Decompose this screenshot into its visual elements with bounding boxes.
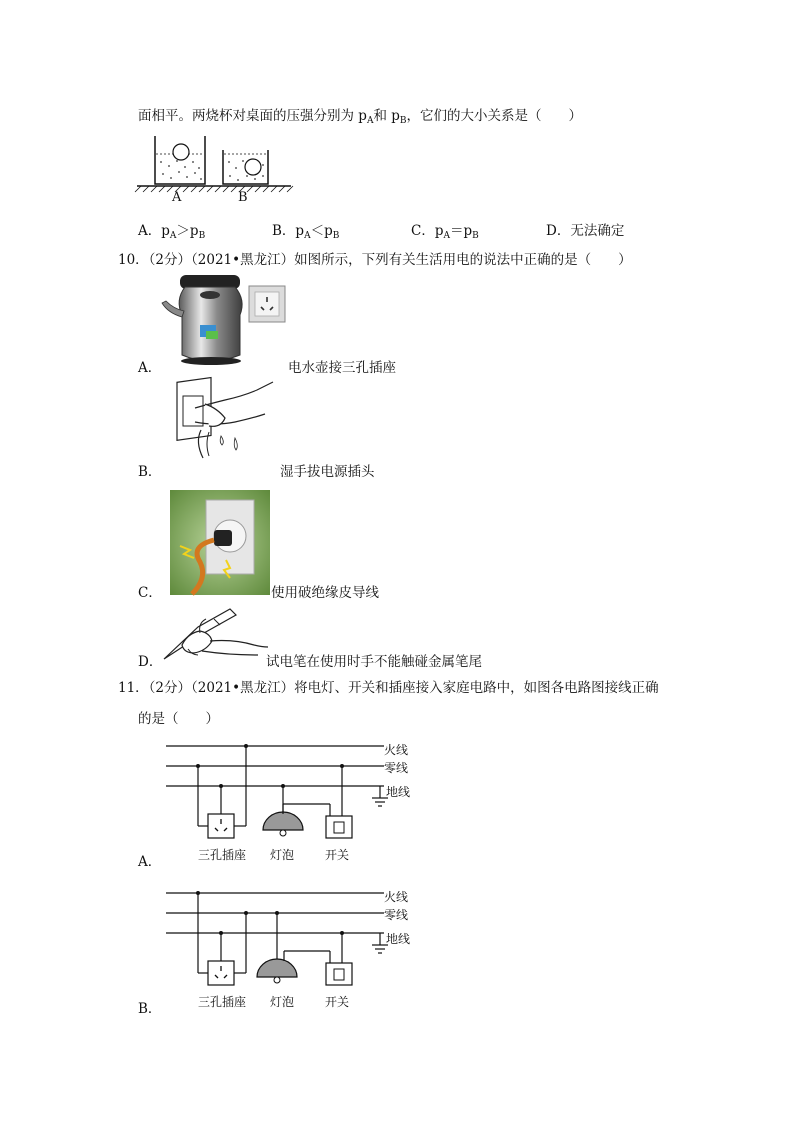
- beaker-label-b: B: [238, 190, 248, 205]
- q11-option-a[interactable]: A．: [138, 854, 162, 870]
- q10-option-d-letter[interactable]: D．: [138, 654, 163, 670]
- circuit-b-bulb-label: 灯泡: [270, 995, 295, 1009]
- beaker-label-a: A: [172, 190, 182, 205]
- q11-stem-line1: 11．（2分）（2021•黑龙江）将电灯、开关和插座接入家庭电路中，如图各电路图接线正确: [118, 680, 659, 696]
- q10-option-a-letter[interactable]: A．: [138, 360, 162, 376]
- circuit-diagram-a: [160, 738, 390, 840]
- q10-option-b-text: 湿手拔电源插头: [280, 464, 375, 480]
- circuit-a-neutral-label: 零线: [384, 761, 409, 775]
- q10-option-c-text: 使用破绝缘皮导线: [271, 585, 379, 601]
- circuit-b-neutral-label: 零线: [384, 908, 409, 922]
- q9-stem: 面相平。两烧杯对桌面的压强分别为 $p_A$和 $p_B$，它们的大小关系是（ ）: [138, 108, 582, 126]
- q10-option-b-letter[interactable]: B．: [138, 464, 162, 480]
- q9-option-c[interactable]: C．$p_A=p_B$: [411, 223, 479, 241]
- q10-option-c-letter[interactable]: C．: [138, 585, 162, 601]
- circuit-a-fire-label: 火线: [384, 743, 409, 757]
- wet-hand-plug-image: [165, 378, 277, 468]
- circuit-a-socket-label: 三孔插座: [198, 848, 247, 862]
- q9-option-a[interactable]: A．$p_A>p_B$: [138, 223, 206, 241]
- q10-option-d-text: 试电笔在使用时手不能触碰金属笔尾: [266, 654, 482, 670]
- q9-option-b[interactable]: B．$p_A<p_B$: [272, 223, 340, 241]
- test-pen-image: [158, 603, 270, 661]
- circuit-b-socket-label: 三孔插座: [198, 995, 247, 1009]
- circuit-diagram-b: [160, 885, 390, 987]
- circuit-b-switch-label: 开关: [325, 995, 350, 1009]
- damaged-wire-image: [170, 490, 270, 595]
- circuit-b-fire-label: 火线: [384, 890, 409, 904]
- q10-stem: 10．（2分）（2021•黑龙江）如图所示，下列有关生活用电的说法中正确的是（ ）: [118, 252, 632, 268]
- q11-stem-line2: 的是（ ）: [138, 711, 219, 727]
- circuit-a-bulb-label: 灯泡: [270, 848, 295, 862]
- circuit-a-switch-label: 开关: [325, 848, 350, 862]
- q11-option-b[interactable]: B．: [138, 1001, 162, 1017]
- beakers-figure: [135, 132, 295, 207]
- q10-option-a-text: 电水壶接三孔插座: [288, 360, 396, 376]
- circuit-a-ground-label: 地线: [386, 785, 411, 799]
- circuit-b-ground-label: 地线: [386, 932, 411, 946]
- three-pin-socket-icon: [249, 286, 285, 322]
- q9-option-d[interactable]: D．无法确定: [546, 223, 625, 239]
